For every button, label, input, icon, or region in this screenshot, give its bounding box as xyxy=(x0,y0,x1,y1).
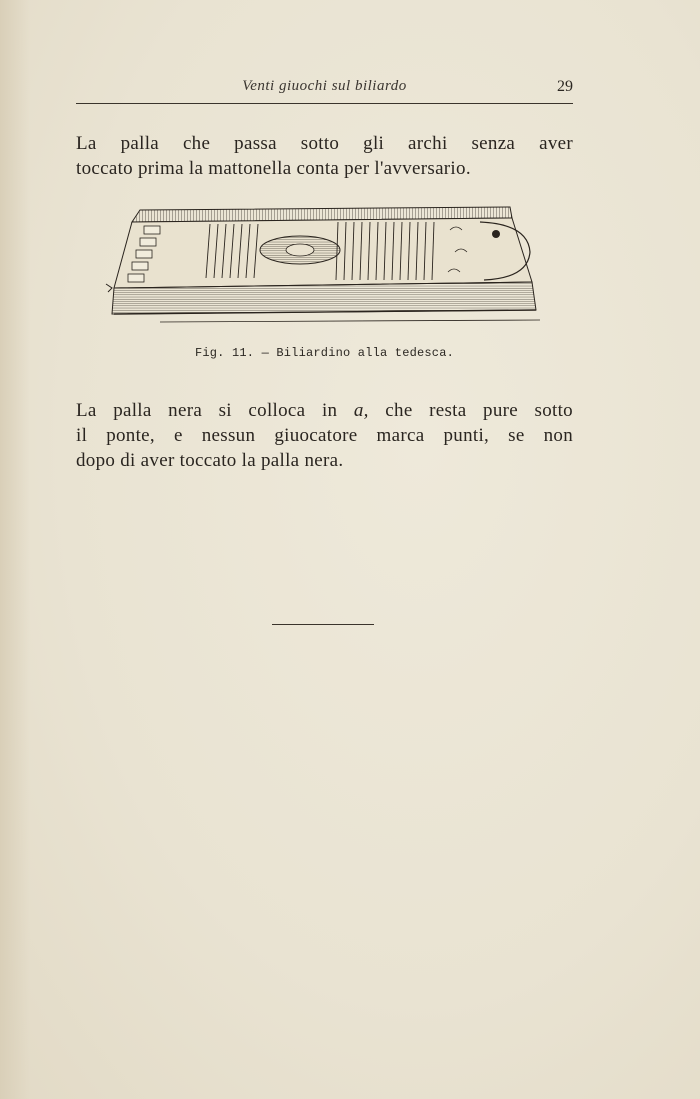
page-header xyxy=(76,76,573,100)
variable-a: a, xyxy=(353,400,369,421)
paragraph-line: La palla che passa sotto gli archi senza aver xyxy=(76,133,573,154)
paragraph-line xyxy=(76,398,573,423)
paragraph-text: che resta pure sotto xyxy=(368,400,573,421)
paragraph-text: La palla nera si colloca in xyxy=(76,400,354,421)
figure-caption: Fig. 11. — Biliardino alla tedesca. xyxy=(194,346,455,360)
running-title: Venti giuochi sul biliardo xyxy=(242,78,407,94)
paragraph-line: dopo di aver toccato la palla nera. xyxy=(76,450,344,471)
page-number: 29 xyxy=(557,78,573,95)
billiard-table-illustration xyxy=(100,200,550,336)
page-gutter-shadow xyxy=(0,0,30,1099)
paragraph-line: il ponte, e nessun giuocatore marca punti, se non xyxy=(76,425,573,446)
paragraph-2 xyxy=(76,398,573,473)
paragraph-1 xyxy=(76,131,573,181)
end-rule xyxy=(272,624,374,625)
header-rule xyxy=(76,103,573,104)
paragraph-line: toccato prima la mattonella conta per l'avversario. xyxy=(76,158,471,179)
